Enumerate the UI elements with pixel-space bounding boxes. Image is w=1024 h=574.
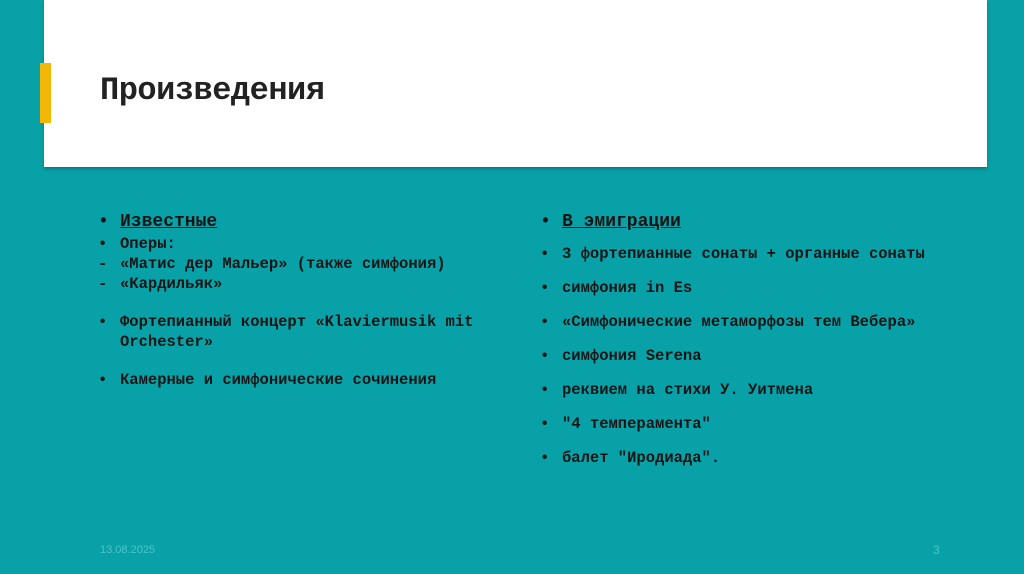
list-item [98,370,478,390]
list-item [540,346,940,366]
list-item-text: "4 темперамента" [562,415,711,433]
bullet-marker: • [540,381,550,399]
list-item-text: «Матис дер Мальер» (также симфония) [120,255,446,273]
slide-number: 3 [933,543,940,557]
list-item-text: «Симфонические метаморфозы тем Вебера» [562,313,916,331]
right-heading-item [540,212,940,232]
bullet-marker: • [540,347,550,365]
right-column [540,212,940,482]
list-item-text: симфония in Es [562,279,693,297]
list-item [540,244,940,264]
list-item [540,312,940,332]
list-item [540,278,940,298]
bullet-marker: • [540,279,550,297]
list-item [98,254,478,274]
list-item [98,234,478,254]
bullet-marker: • [540,245,550,263]
bullet-marker: • [98,212,109,232]
list-item-text: балет "Иродиада". [562,449,721,467]
bullet-marker: • [98,313,108,331]
list-item [540,448,940,468]
list-item-text: Фортепианный концерт «Klaviermusik mit Orchester» [120,313,474,351]
bullet-marker: • [98,371,108,389]
list-item-text: симфония Serena [562,347,702,365]
list-item-text: «Кардильяк» [120,275,223,293]
list-item-text: Оперы: [120,235,176,253]
left-heading-item [98,212,478,232]
bullet-marker: • [540,313,550,331]
right-heading: В эмиграции [562,212,681,232]
footer-date: 13.08.2025 [100,544,156,556]
bullet-marker: • [540,212,551,232]
slide-title: Произведения [100,72,325,109]
bullet-marker: • [540,415,550,433]
list-item-text: Камерные и симфонические сочинения [120,371,437,389]
bullet-marker: • [98,235,108,253]
list-item [540,380,940,400]
left-column [98,212,478,390]
left-heading: Известные [120,212,218,232]
dash-marker: - [98,275,108,293]
list-item [540,414,940,434]
list-item [98,312,478,352]
dash-marker: - [98,255,108,273]
bullet-marker: • [540,449,550,467]
list-item-text: 3 фортепианные сонаты + органные сонаты [562,245,925,263]
accent-bar [40,63,51,123]
list-item [98,274,478,294]
list-item-text: реквием на стихи У. Уитмена [562,381,814,399]
